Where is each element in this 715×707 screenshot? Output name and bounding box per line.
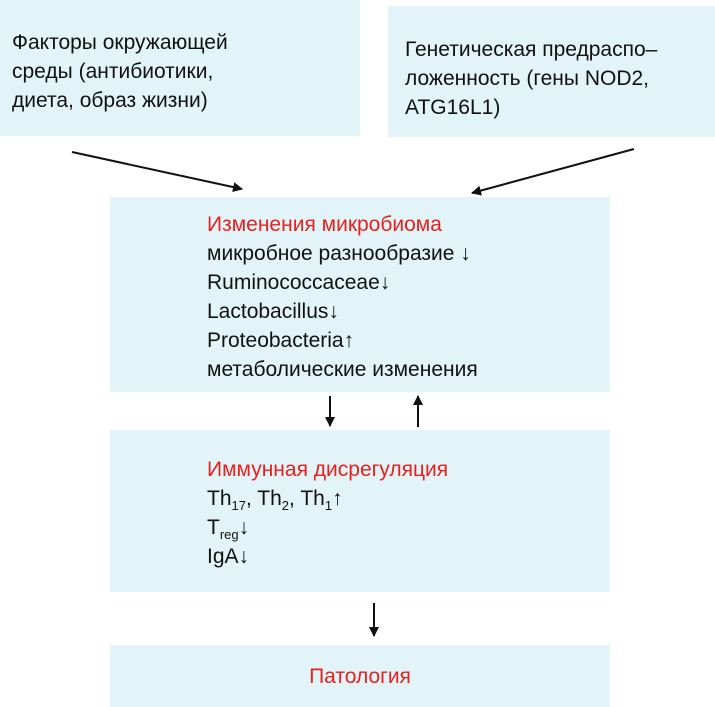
treg-line: $T_{reg}↓$ xyxy=(207,516,250,542)
microbiome-line-4: Proteobacteria↑ xyxy=(207,329,355,352)
microbiome-line-5: метаболические изменения xyxy=(207,358,478,381)
microbiome-line-1: микробное разнообразие ↓ xyxy=(207,242,471,265)
microbiome-line-3: Lactobacillus↓ xyxy=(207,300,339,323)
immune-title: Иммунная дисрегуляция xyxy=(207,458,449,481)
th-cells-line: $Th_{17}$, $Th_2$, $Th_1↑$ xyxy=(207,487,343,513)
environment-line-3: диета, образ жизни) xyxy=(12,89,208,112)
microbiome-line-2: Ruminococcaceae↓ xyxy=(207,271,391,294)
genetics-line-3: ATG16L1) xyxy=(405,96,501,119)
genetics-line-2: ложенность (гены NOD2, xyxy=(405,67,650,90)
genetics-line-1: Генетическая предраспо– xyxy=(405,38,658,61)
environment-line-2: среды (антибиотики, xyxy=(12,60,214,83)
arrow-environment-to-microbiome xyxy=(72,152,242,189)
iga-line: IgA↓ xyxy=(207,545,250,568)
arrow-genetics-to-microbiome xyxy=(472,149,634,193)
pathology-title: Патология xyxy=(309,665,411,688)
environment-line-1: Факторы окружающей xyxy=(12,31,228,54)
microbiome-title: Изменения микробиома xyxy=(207,213,442,236)
